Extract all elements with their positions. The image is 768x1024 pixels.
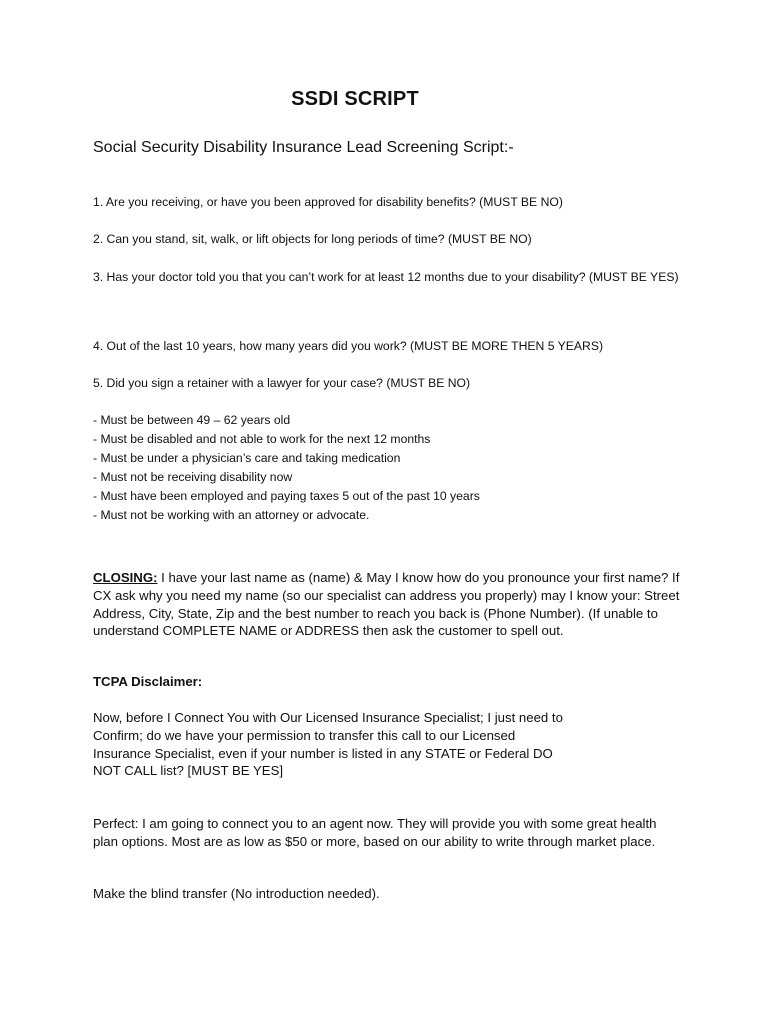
tcpa-line: Now, before I Connect You with Our Licensed Insurance Specialist; I just need to — [93, 710, 563, 725]
question-5: 5. Did you sign a retainer with a lawyer for your case? (MUST BE NO) — [93, 376, 471, 390]
tcpa-line: Insurance Specialist, even if your number is listed in any STATE or Federal DO — [93, 745, 553, 761]
script-subtitle: Social Security Disability Insurance Lead Screening Script:- — [93, 139, 514, 156]
perfect-paragraph: Perfect: I am going to connect you to an agent now. They will provide you with some great health plan options. Most are as low as $50 or more, based on our ability to write through market place. — [93, 816, 657, 849]
tcpa-disclaimer-text — [93, 709, 603, 780]
tcpa-line: Confirm; do we have your permission to transfer this call to our Licensed — [93, 727, 516, 743]
closing-paragraph — [93, 569, 683, 640]
transfer-instruction: Make the blind transfer (No introduction needed). — [93, 886, 380, 901]
requirement-item: - Must not be receiving disability now — [93, 470, 293, 484]
closing-text: I have your last name as (name) & May I know how do you pronounce your first name? If CX ask why you need my name (so our specialist can address you properly) may I know your: Street Address, City, State, Zip and the best number to reach you back is (Phone Number). (If unable to understand COMPLETE NAME or ADDRESS then ask the customer to spell out. — [93, 570, 680, 639]
tcpa-line: NOT CALL list? [MUST BE YES] — [93, 763, 284, 779]
requirement-item: - Must have been employed and paying taxes 5 out of the past 10 years — [93, 489, 480, 503]
page-title: SSDI SCRIPT — [291, 88, 419, 110]
requirements-list — [93, 411, 683, 525]
tcpa-heading: TCPA Disclaimer: — [93, 674, 203, 689]
question-3: 3. Has your doctor told you that you can’t work for at least 12 months due to your disability? (MUST BE YES) — [93, 270, 679, 284]
question-2: 2. Can you stand, sit, walk, or lift objects for long periods of time? (MUST BE NO) — [93, 232, 532, 246]
requirement-item: - Must be under a physician’s care and taking medication — [93, 451, 401, 465]
closing-label: CLOSING: — [93, 570, 158, 585]
requirement-item: - Must not be working with an attorney or advocate. — [93, 508, 370, 522]
requirement-item: - Must be between 49 – 62 years old — [93, 413, 291, 427]
question-1: 1. Are you receiving, or have you been approved for disability benefits? (MUST BE NO) — [93, 195, 563, 209]
question-4: 4. Out of the last 10 years, how many years did you work? (MUST BE MORE THEN 5 YEARS) — [93, 339, 604, 353]
requirement-item: - Must be disabled and not able to work for the next 12 months — [93, 432, 431, 446]
